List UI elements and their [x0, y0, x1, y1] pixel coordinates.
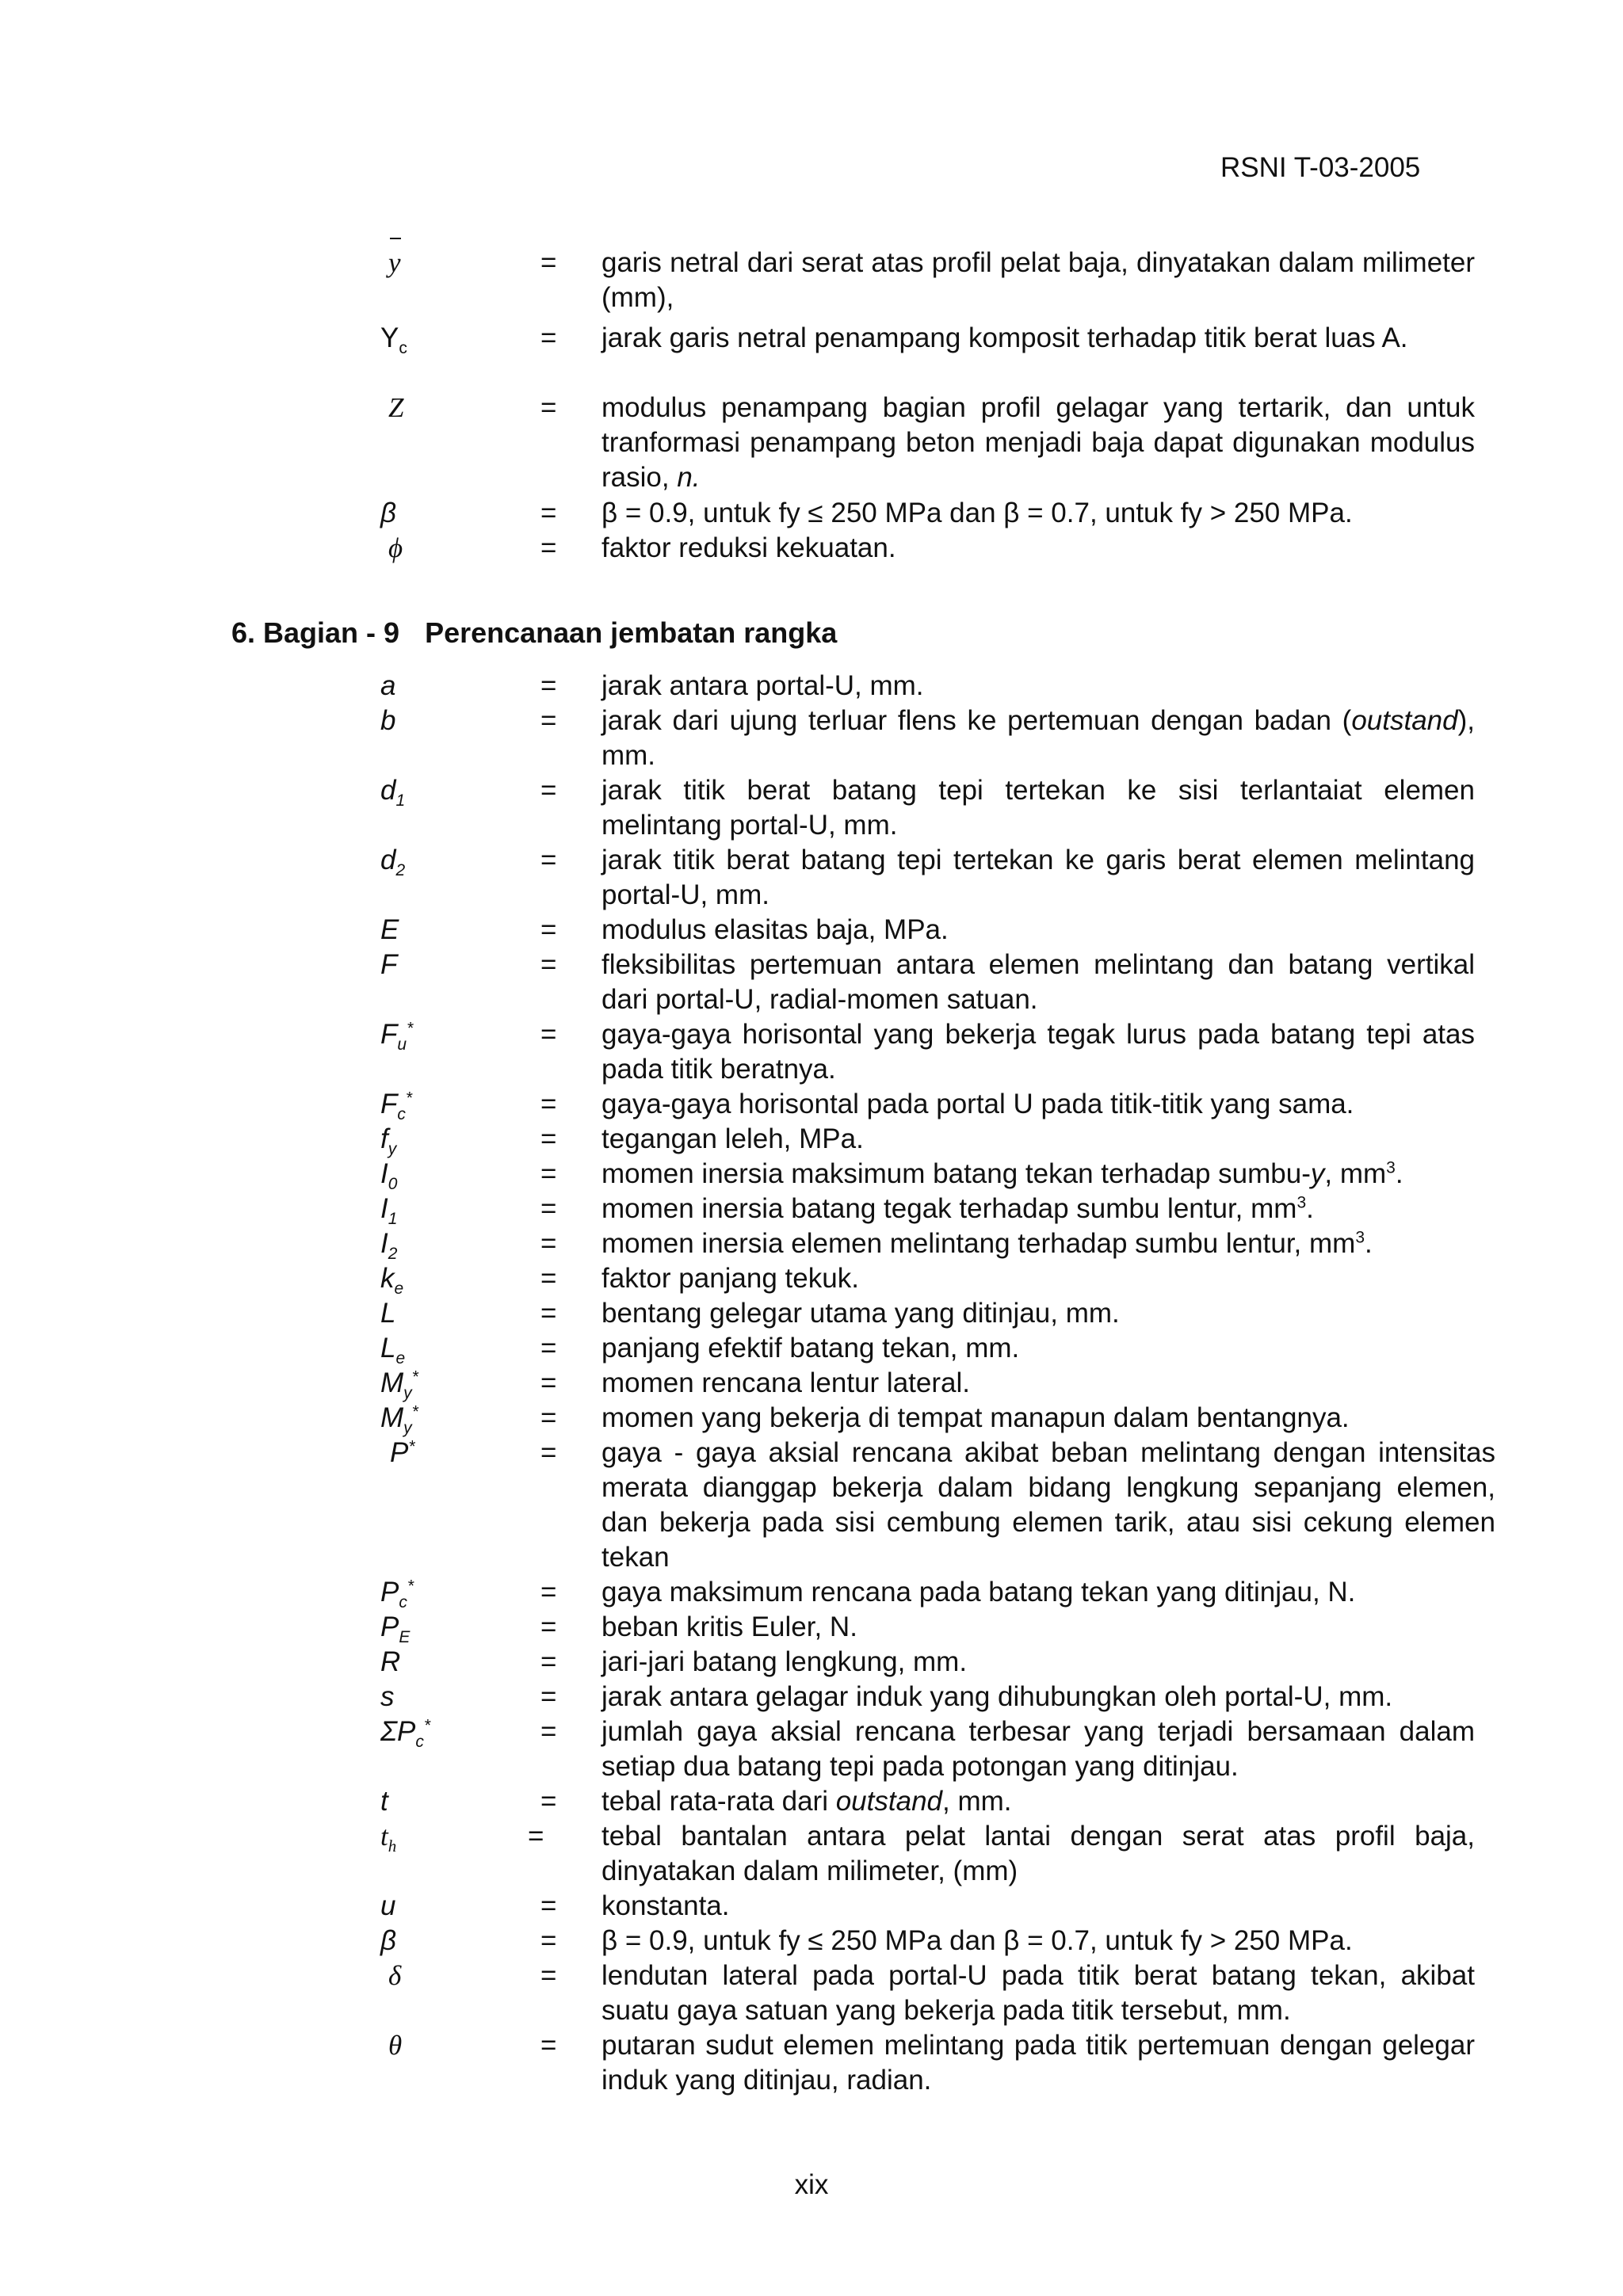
equals-sign: =: [540, 1786, 557, 1817]
definition-text: gaya-gaya horisontal yang bekerja tegak lurus pada batang tepi atas pada titik beratnya.: [601, 1019, 1475, 1085]
equals-sign: =: [540, 2030, 557, 2061]
equals-sign: =: [540, 1611, 557, 1642]
equals-sign: =: [540, 1193, 557, 1224]
definition-text: bentang gelegar utama yang ditinjau, mm.: [601, 1298, 1120, 1329]
section-heading: [231, 616, 837, 650]
equals-sign: =: [540, 532, 557, 563]
symbol-t: t: [380, 1786, 388, 1817]
definition-text: jarak garis netral penampang komposit terhadap titik berat luas A.: [601, 322, 1408, 353]
equals-sign: =: [540, 392, 557, 423]
symbol-beta: β: [380, 498, 396, 528]
section-number: 6. Bagian - 9: [231, 616, 400, 649]
definition-text: tebal rata-rata dari outstand, mm.: [601, 1786, 1012, 1817]
equals-sign: =: [540, 1716, 557, 1747]
equals-sign: =: [540, 670, 557, 701]
definition-text: faktor panjang tekuk.: [601, 1263, 859, 1294]
symbol-fc-star: $F_c^*$: [380, 1089, 413, 1123]
symbol-phi: ϕ: [388, 532, 403, 563]
definition-text: tebal bantalan antara pelat lantai dengan serat atas profil baja, dinyatakan dalam milimeter, (mm): [601, 1821, 1475, 1886]
symbol-pe: $P_E$: [380, 1611, 411, 1646]
definition-text: jarak antara gelagar induk yang dihubungkan oleh portal-U, mm.: [601, 1681, 1393, 1712]
symbol-theta: θ: [388, 2030, 403, 2061]
symbol-e: E: [380, 914, 399, 945]
equals-sign: =: [540, 1367, 557, 1398]
definition-text: momen yang bekerja di tempat manapun dalam bentangnya.: [601, 1402, 1350, 1433]
definition-text: jarak titik berat batang tepi tertekan ke sisi terlantaiat elemen melintang portal-U, mm.: [601, 775, 1475, 841]
definition-text: jarak dari ujung terluar flens ke pertemuan dengan badan (outstand), mm.: [601, 705, 1475, 771]
equals-sign: =: [540, 775, 557, 806]
equals-sign: =: [540, 1960, 557, 1991]
symbol-p-star: P*: [390, 1437, 415, 1468]
definition-text: jarak titik berat batang tepi tertekan ke garis berat elemen melintang portal-U, mm.: [601, 845, 1475, 910]
page-number: xix: [794, 2169, 829, 2200]
symbol-r: R: [380, 1646, 401, 1677]
equals-sign: =: [540, 247, 557, 278]
symbol-le: $L_e$: [380, 1333, 406, 1367]
equals-sign: =: [528, 1821, 544, 1852]
definition-text: modulus penampang bagian profil gelagar yang tertarik, dan untuk tranformasi penampang beton menjadi baja dapat digunakan modulus rasio, n.: [601, 392, 1475, 493]
definition-text: modulus elasitas baja, MPa.: [601, 914, 949, 945]
symbol-ke: $k_e$: [380, 1263, 404, 1298]
definition-text: garis netral dari serat atas profil pelat baja, dinyatakan dalam milimeter (mm),: [601, 247, 1475, 313]
symbol-z: Z: [388, 392, 404, 423]
equals-sign: =: [540, 1402, 557, 1433]
definition-text: β = 0.9, untuk fy ≤ 250 MPa dan β = 0.7, untuk fy > 250 MPa.: [601, 1925, 1353, 1956]
symbol-pc-star: $P_c^*$: [380, 1577, 414, 1611]
equals-sign: =: [540, 1158, 557, 1189]
document-code-header: RSNI T-03-2005: [1220, 152, 1421, 183]
definition-text: jari-jari batang lengkung, mm.: [601, 1646, 968, 1677]
equals-sign: =: [540, 1123, 557, 1154]
equals-sign: =: [540, 1437, 557, 1468]
symbol-th: $t_h$: [380, 1821, 397, 1855]
definition-text: tegangan leleh, MPa.: [601, 1123, 864, 1154]
equals-sign: =: [540, 1577, 557, 1608]
symbol-delta: δ: [388, 1960, 402, 1991]
symbol-fy: $f_y$: [380, 1123, 397, 1158]
symbol-f: F: [380, 949, 398, 980]
symbol-fu-star: $F_u^*$: [380, 1019, 414, 1054]
definition-text: faktor reduksi kekuatan.: [601, 532, 896, 563]
equals-sign: =: [540, 1228, 557, 1259]
symbol-u: u: [380, 1890, 396, 1921]
equals-sign: =: [540, 322, 557, 353]
equals-sign: =: [540, 914, 557, 945]
definition-text: gaya-gaya horisontal pada portal U pada titik-titik yang sama.: [601, 1089, 1354, 1119]
equals-sign: =: [540, 1298, 557, 1329]
equals-sign: =: [540, 1263, 557, 1294]
definition-text: panjang efektif batang tekan, mm.: [601, 1333, 1020, 1363]
section-title: Perencanaan jembatan rangka: [425, 616, 838, 649]
symbol-sum-pc-star: $\Sigma P_c^*$: [380, 1716, 431, 1751]
definition-text: gaya - gaya aksial rencana akibat beban melintang dengan intensitas merata dianggap bekerja dalam bidang lengkung sepanjang elemen, dan bekerja pada sisi cembung elemen tarik, atau sisi cekung elemen tekan: [601, 1437, 1495, 1573]
definition-text: gaya maksimum rencana pada batang tekan yang ditinjau, N.: [601, 1577, 1356, 1608]
equals-sign: =: [540, 1925, 557, 1956]
symbol-b: b: [380, 705, 396, 736]
symbol-my-star: $M_y^*$: [380, 1367, 418, 1402]
definition-text: momen inersia batang tegak terhadap sumbu lentur, $mm^3$.: [601, 1193, 1314, 1224]
symbol-d2: $d_2$: [380, 845, 406, 879]
equals-sign: =: [540, 1646, 557, 1677]
equals-sign: =: [540, 1019, 557, 1050]
definition-text: putaran sudut elemen melintang pada titik pertemuan dengan gelegar induk yang ditinjau, radian.: [601, 2030, 1475, 2096]
symbol-i1: $I_1$: [380, 1193, 398, 1228]
equals-sign: =: [540, 498, 557, 528]
definition-text: jarak antara portal-U, mm.: [601, 670, 924, 701]
definition-text: fleksibilitas pertemuan antara elemen melintang dan batang vertikal dari portal-U, radial-momen satuan.: [601, 949, 1475, 1015]
equals-sign: =: [540, 845, 557, 875]
symbol-y-bar: y: [388, 246, 401, 280]
equals-sign: =: [540, 1333, 557, 1363]
definition-text: momen inersia elemen melintang terhadap sumbu lentur, $mm^3$.: [601, 1228, 1373, 1259]
symbol-i0: $I_0$: [380, 1158, 398, 1193]
symbol-a: a: [380, 670, 396, 701]
definition-text: konstanta.: [601, 1890, 730, 1921]
symbol-i2: $I_2$: [380, 1228, 398, 1263]
equals-sign: =: [540, 1681, 557, 1712]
symbol-l: L: [380, 1298, 396, 1329]
equals-sign: =: [540, 1890, 557, 1921]
symbol-beta: β: [380, 1925, 396, 1956]
definition-text: β = 0.9, untuk fy ≤ 250 MPa dan β = 0.7, untuk fy > 250 MPa.: [601, 498, 1353, 528]
symbol-d1: $d_1$: [380, 775, 406, 810]
definition-text: jumlah gaya aksial rencana terbesar yang terjadi bersamaan dalam setiap dua batang tepi pada potongan yang ditinjau.: [601, 1716, 1475, 1782]
equals-sign: =: [540, 949, 557, 980]
equals-sign: =: [540, 1089, 557, 1119]
symbol-my-star: $M_y^*$: [380, 1402, 418, 1437]
symbol-yc: $Y_c$: [380, 322, 407, 357]
definition-text: momen inersia maksimum batang tekan terhadap sumbu-y, $mm^3$.: [601, 1158, 1403, 1189]
definition-text: lendutan lateral pada portal-U pada titik berat batang tekan, akibat suatu gaya satuan yang bekerja pada titik tersebut, mm.: [601, 1960, 1475, 2026]
definition-text: momen rencana lentur lateral.: [601, 1367, 970, 1398]
equals-sign: =: [540, 705, 557, 736]
definition-text: beban kritis Euler, N.: [601, 1611, 857, 1642]
symbol-s: s: [380, 1681, 395, 1712]
